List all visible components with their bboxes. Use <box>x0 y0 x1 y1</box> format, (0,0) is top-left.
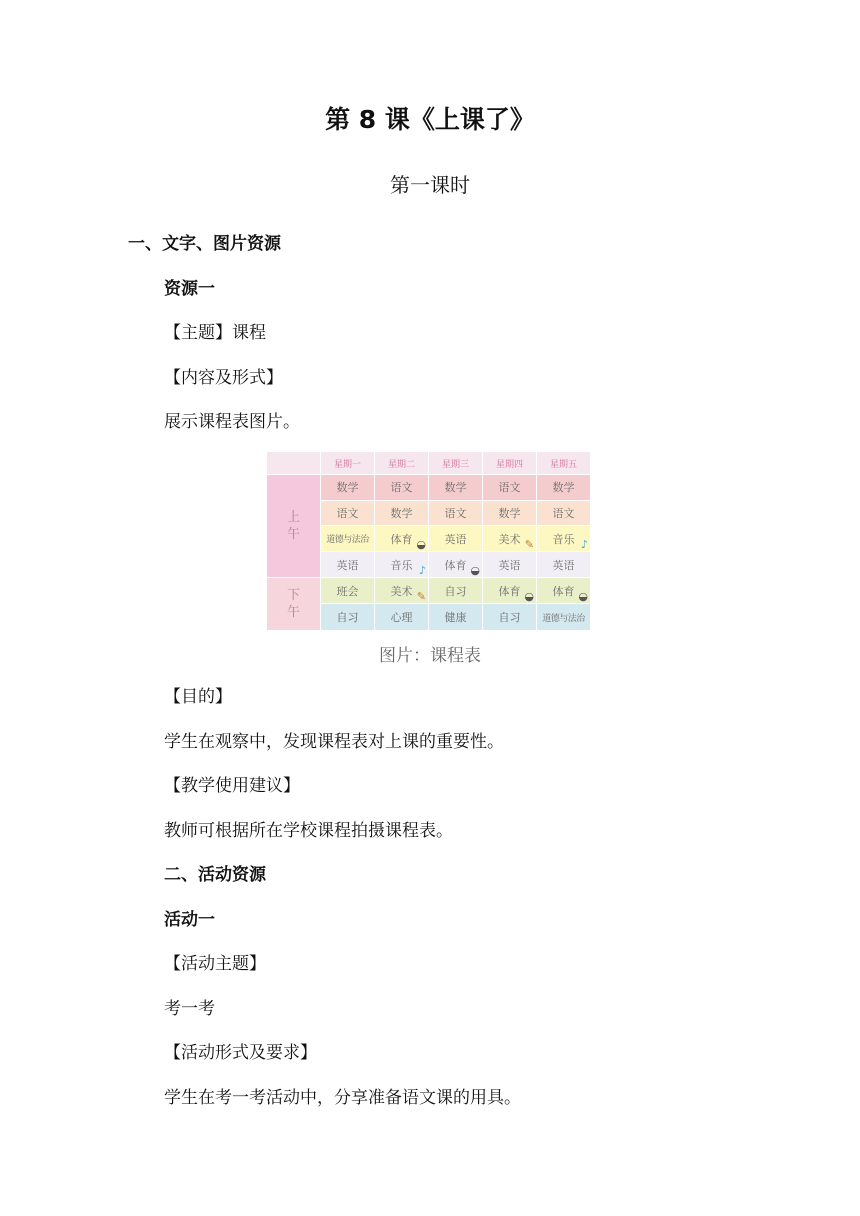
music-note-icon: ♪ <box>580 538 588 552</box>
activity-theme-label: 【活动主题】 <box>164 954 266 974</box>
class-cell: 语文 <box>537 501 590 526</box>
morning-label-text: 上 午 <box>286 509 300 542</box>
class-cell <box>375 578 428 604</box>
class-cell: 数学 <box>483 501 536 526</box>
schedule-table <box>266 451 591 631</box>
class-cell: 语文 <box>429 501 482 526</box>
class-cell: 自习 <box>321 604 374 630</box>
content-form-label: 【内容及形式】 <box>164 368 283 388</box>
day-header: 星期二 <box>375 452 428 474</box>
class-cell: 心理 <box>375 604 428 630</box>
schedule-row <box>267 578 590 604</box>
class-cell-text: 音乐 <box>390 558 413 572</box>
class-cell: 英语 <box>321 552 374 577</box>
page-title: 第 8 课《上课了》 <box>325 105 535 134</box>
schedule-image <box>266 451 591 631</box>
day-header: 星期四 <box>483 452 536 474</box>
activity-theme: 考一考 <box>164 999 215 1019</box>
paintbrush-icon: ✎ <box>416 590 426 604</box>
class-cell <box>483 578 536 604</box>
bowl-icon: ◒ <box>524 590 534 604</box>
class-cell-text: 音乐 <box>552 532 575 546</box>
activity-form-label: 【活动形式及要求】 <box>164 1043 317 1063</box>
schedule-corner <box>267 452 320 474</box>
class-cell: 数学 <box>375 501 428 526</box>
section-heading-activities: 二、活动资源 <box>164 865 266 885</box>
class-cell <box>429 552 482 577</box>
class-cell: 健康 <box>429 604 482 630</box>
bowl-icon: ◒ <box>578 590 588 604</box>
class-cell <box>537 578 590 604</box>
activity-heading: 活动一 <box>164 910 215 930</box>
afternoon-label <box>267 578 320 630</box>
content-description: 展示课程表图片。 <box>164 412 300 432</box>
day-header: 星期一 <box>321 452 374 474</box>
activity-form-text: 学生在考一考活动中，分享准备语文课的用具。 <box>164 1088 521 1108</box>
section-heading-resources: 一、文字、图片资源 <box>128 234 281 254</box>
class-cell: 数学 <box>321 475 374 500</box>
class-cell <box>483 526 536 551</box>
class-cell-text: 体育 <box>552 584 575 598</box>
purpose-text: 学生在观察中，发现课程表对上课的重要性。 <box>164 732 504 752</box>
day-header: 星期五 <box>537 452 590 474</box>
class-cell: 语文 <box>375 475 428 500</box>
schedule-header-row <box>267 452 590 474</box>
purpose-label: 【目的】 <box>164 687 232 707</box>
class-cell-text: 体育 <box>498 584 521 598</box>
afternoon-label-text: 下 午 <box>286 587 300 620</box>
class-cell: 自习 <box>429 578 482 604</box>
class-cell: 数学 <box>429 475 482 500</box>
theme-line: 【主题】课程 <box>164 323 266 343</box>
class-cell: 语文 <box>321 501 374 526</box>
music-note-icon: ♪ <box>418 563 426 577</box>
class-cell <box>537 526 590 551</box>
day-header: 星期三 <box>429 452 482 474</box>
schedule-row <box>267 475 590 500</box>
class-cell <box>375 526 428 551</box>
class-cell: 语文 <box>483 475 536 500</box>
class-cell: 英语 <box>537 552 590 577</box>
class-cell-text: 体育 <box>444 558 467 572</box>
class-cell <box>375 552 428 577</box>
bowl-icon: ◒ <box>470 563 480 577</box>
class-cell: 英语 <box>429 526 482 551</box>
class-cell: 班会 <box>321 578 374 604</box>
page-subtitle: 第一课时 <box>390 173 470 197</box>
class-cell: 道德与法治 <box>321 526 374 551</box>
class-cell: 道德与法治 <box>537 604 590 630</box>
paintbrush-icon: ✎ <box>524 538 534 552</box>
bowl-icon: ◒ <box>416 538 426 552</box>
image-caption: 图片：课程表 <box>379 646 481 666</box>
class-cell: 英语 <box>483 552 536 577</box>
class-cell: 数学 <box>537 475 590 500</box>
class-cell-text: 美术 <box>498 532 521 546</box>
class-cell: 自习 <box>483 604 536 630</box>
morning-label <box>267 475 320 577</box>
advice-label: 【教学使用建议】 <box>164 776 300 796</box>
resource-heading: 资源一 <box>164 279 215 299</box>
advice-text: 教师可根据所在学校课程拍摄课程表。 <box>164 821 453 841</box>
class-cell-text: 体育 <box>390 532 413 546</box>
class-cell-text: 美术 <box>390 584 413 598</box>
